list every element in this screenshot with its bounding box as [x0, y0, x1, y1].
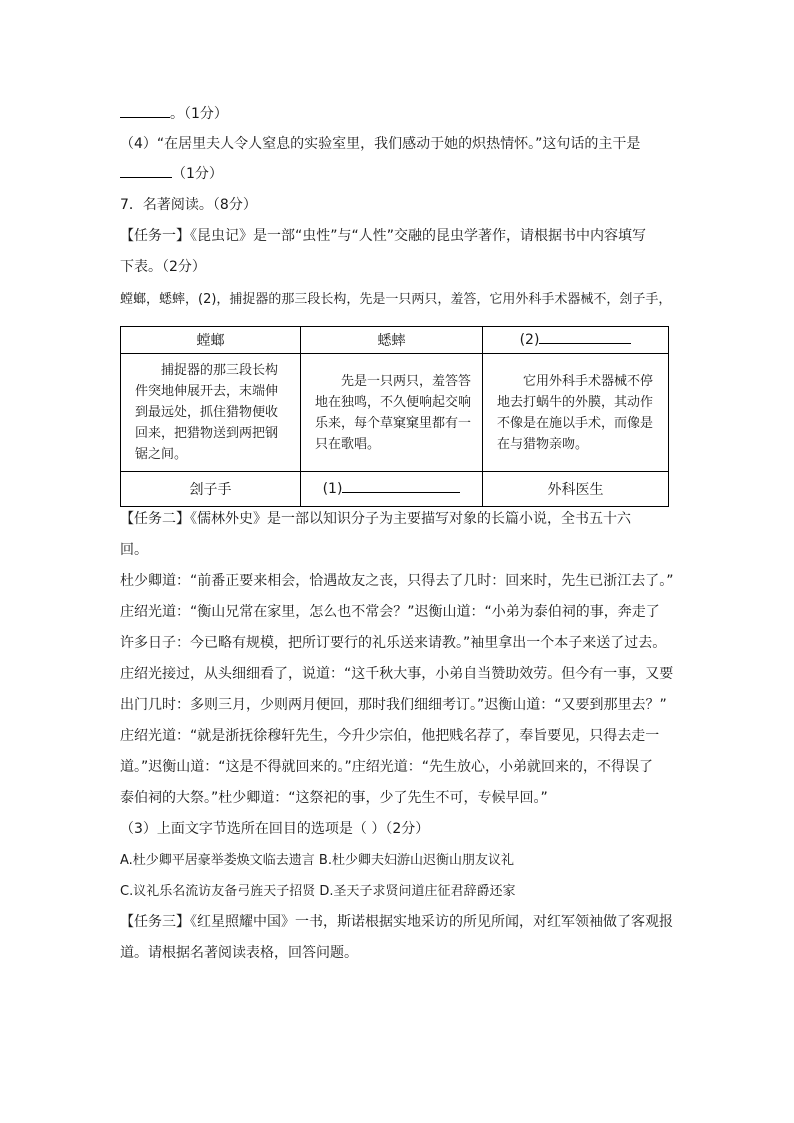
cell-mantis: 捕捉器的那三段长构件突地伸展开去，末端伸到最远处，抓住猎物便收回来，把猎物送到两把钢锯之间。	[121, 354, 301, 472]
passage-line: 杜少卿道：“前番正要来相会，恰遇故友之丧，只得去了几时：回来时，先生已浙江去了。”	[120, 573, 674, 589]
cell-cricket: 先是一只两只，羞答答地在独鸣，不久便响起交响乐来，每个草窠窠里都有一只在歌唱。	[301, 354, 483, 472]
answer-blank-2[interactable]	[539, 343, 631, 344]
question-3: （3）上面文字节选所在回目的选项是（ ）（2分）	[120, 821, 430, 837]
task-2-intro: 【任务二】《儒林外史》是一部以知识分子为主要描写对象的长篇小说，全书五十六	[120, 511, 631, 527]
passage-line: 出门几时：多则三月，少则两月便回，那时我们细细考订。”迟衡山道：“又要到那里去？”	[120, 697, 667, 713]
passage-line: 庄绍光道：“就是浙抚徐穆轩先生，今升少宗伯，他把贱名荐了，奉旨要见，只得去走一	[120, 728, 660, 744]
q-line-3	[120, 164, 223, 184]
passage-line: 道。”迟衡山道：“这是不得就回来的。”庄绍光道：“先生放心，小弟就回来的，不得误了	[120, 759, 654, 775]
insect-table	[120, 326, 669, 507]
options-cd: C.议礼乐名流访友备弓旌天子招贤 D.圣天子求贤问道庄征君辞爵还家	[120, 884, 516, 899]
task-2-intro-cont: 回。	[120, 542, 148, 558]
score-note: 。（1分）	[170, 106, 228, 122]
task-3-intro-cont: 道。请根据名著阅读表格，回答问题。	[120, 945, 358, 961]
question-7-title: 7．名著阅读。（8分）	[120, 197, 257, 213]
passage-line: 许多日子：今已略有规模，把所订要行的礼乐送来请教。”袖里拿出一个本子来送了过去。	[120, 635, 667, 651]
cell-surgeon: 它用外科手术器械不停地去打蜗牛的外膜，其动作不像是在施以手术，而像是在与猎物亲吻。	[483, 354, 669, 472]
task-1-intro-cont: 下表。（2分）	[120, 259, 206, 275]
header-cricket: 蟋蟀	[301, 327, 483, 354]
q-line-1	[120, 104, 228, 124]
passage-line: 庄绍光道：“衡山兄常在家里，怎么也不常会？”迟衡山道：“小弟为泰伯祠的事，奔走了	[120, 604, 660, 620]
header-blank-2	[483, 327, 669, 354]
task-3-intro: 【任务三】《红星照耀中国》一书，斯诺根据实地采访的所见所闻，对红军领袖做了客观报	[120, 914, 673, 930]
answer-blank[interactable]	[120, 117, 170, 118]
blank-label: (1)	[322, 481, 343, 497]
blank-label: (2)	[519, 332, 540, 348]
answer-blank[interactable]	[120, 177, 172, 178]
question-4: （4）“在居里夫人令人窒息的实验室里，我们感动于她的炽热情怀。”这句话的主干是	[120, 136, 641, 152]
footer-blank-1	[301, 472, 483, 507]
passage-line: 庄绍光接过，从头细细看了，说道：“这千秋大事，小弟自当赞助效劳。但今有一事，又要	[120, 666, 674, 682]
score-note: （1分）	[172, 166, 223, 182]
answer-blank-1[interactable]	[342, 492, 460, 493]
footer-executioner: 刽子手	[121, 472, 301, 507]
header-mantis: 螳螂	[121, 327, 301, 354]
options-ab: A.杜少卿平居豪举娄焕文临去遗言 B.杜少卿夫妇游山迟衡山朋友议礼	[120, 853, 514, 868]
passage-line: 泰伯祠的大祭。”杜少卿道：“这祭祀的事，少了先生不可，专候早回。”	[120, 790, 548, 806]
keyword-line: 螳螂，蟋蟀，(2)，捕捉器的那三段长构，先是一只两只，羞答，它用外科手术器械不，刽子手，	[120, 292, 672, 307]
footer-surgeon: 外科医生	[483, 472, 669, 507]
task-1-intro: 【任务一】《昆虫记》是一部“虫性”与“人性”交融的昆虫学著作，请根据书中内容填写	[120, 228, 647, 244]
